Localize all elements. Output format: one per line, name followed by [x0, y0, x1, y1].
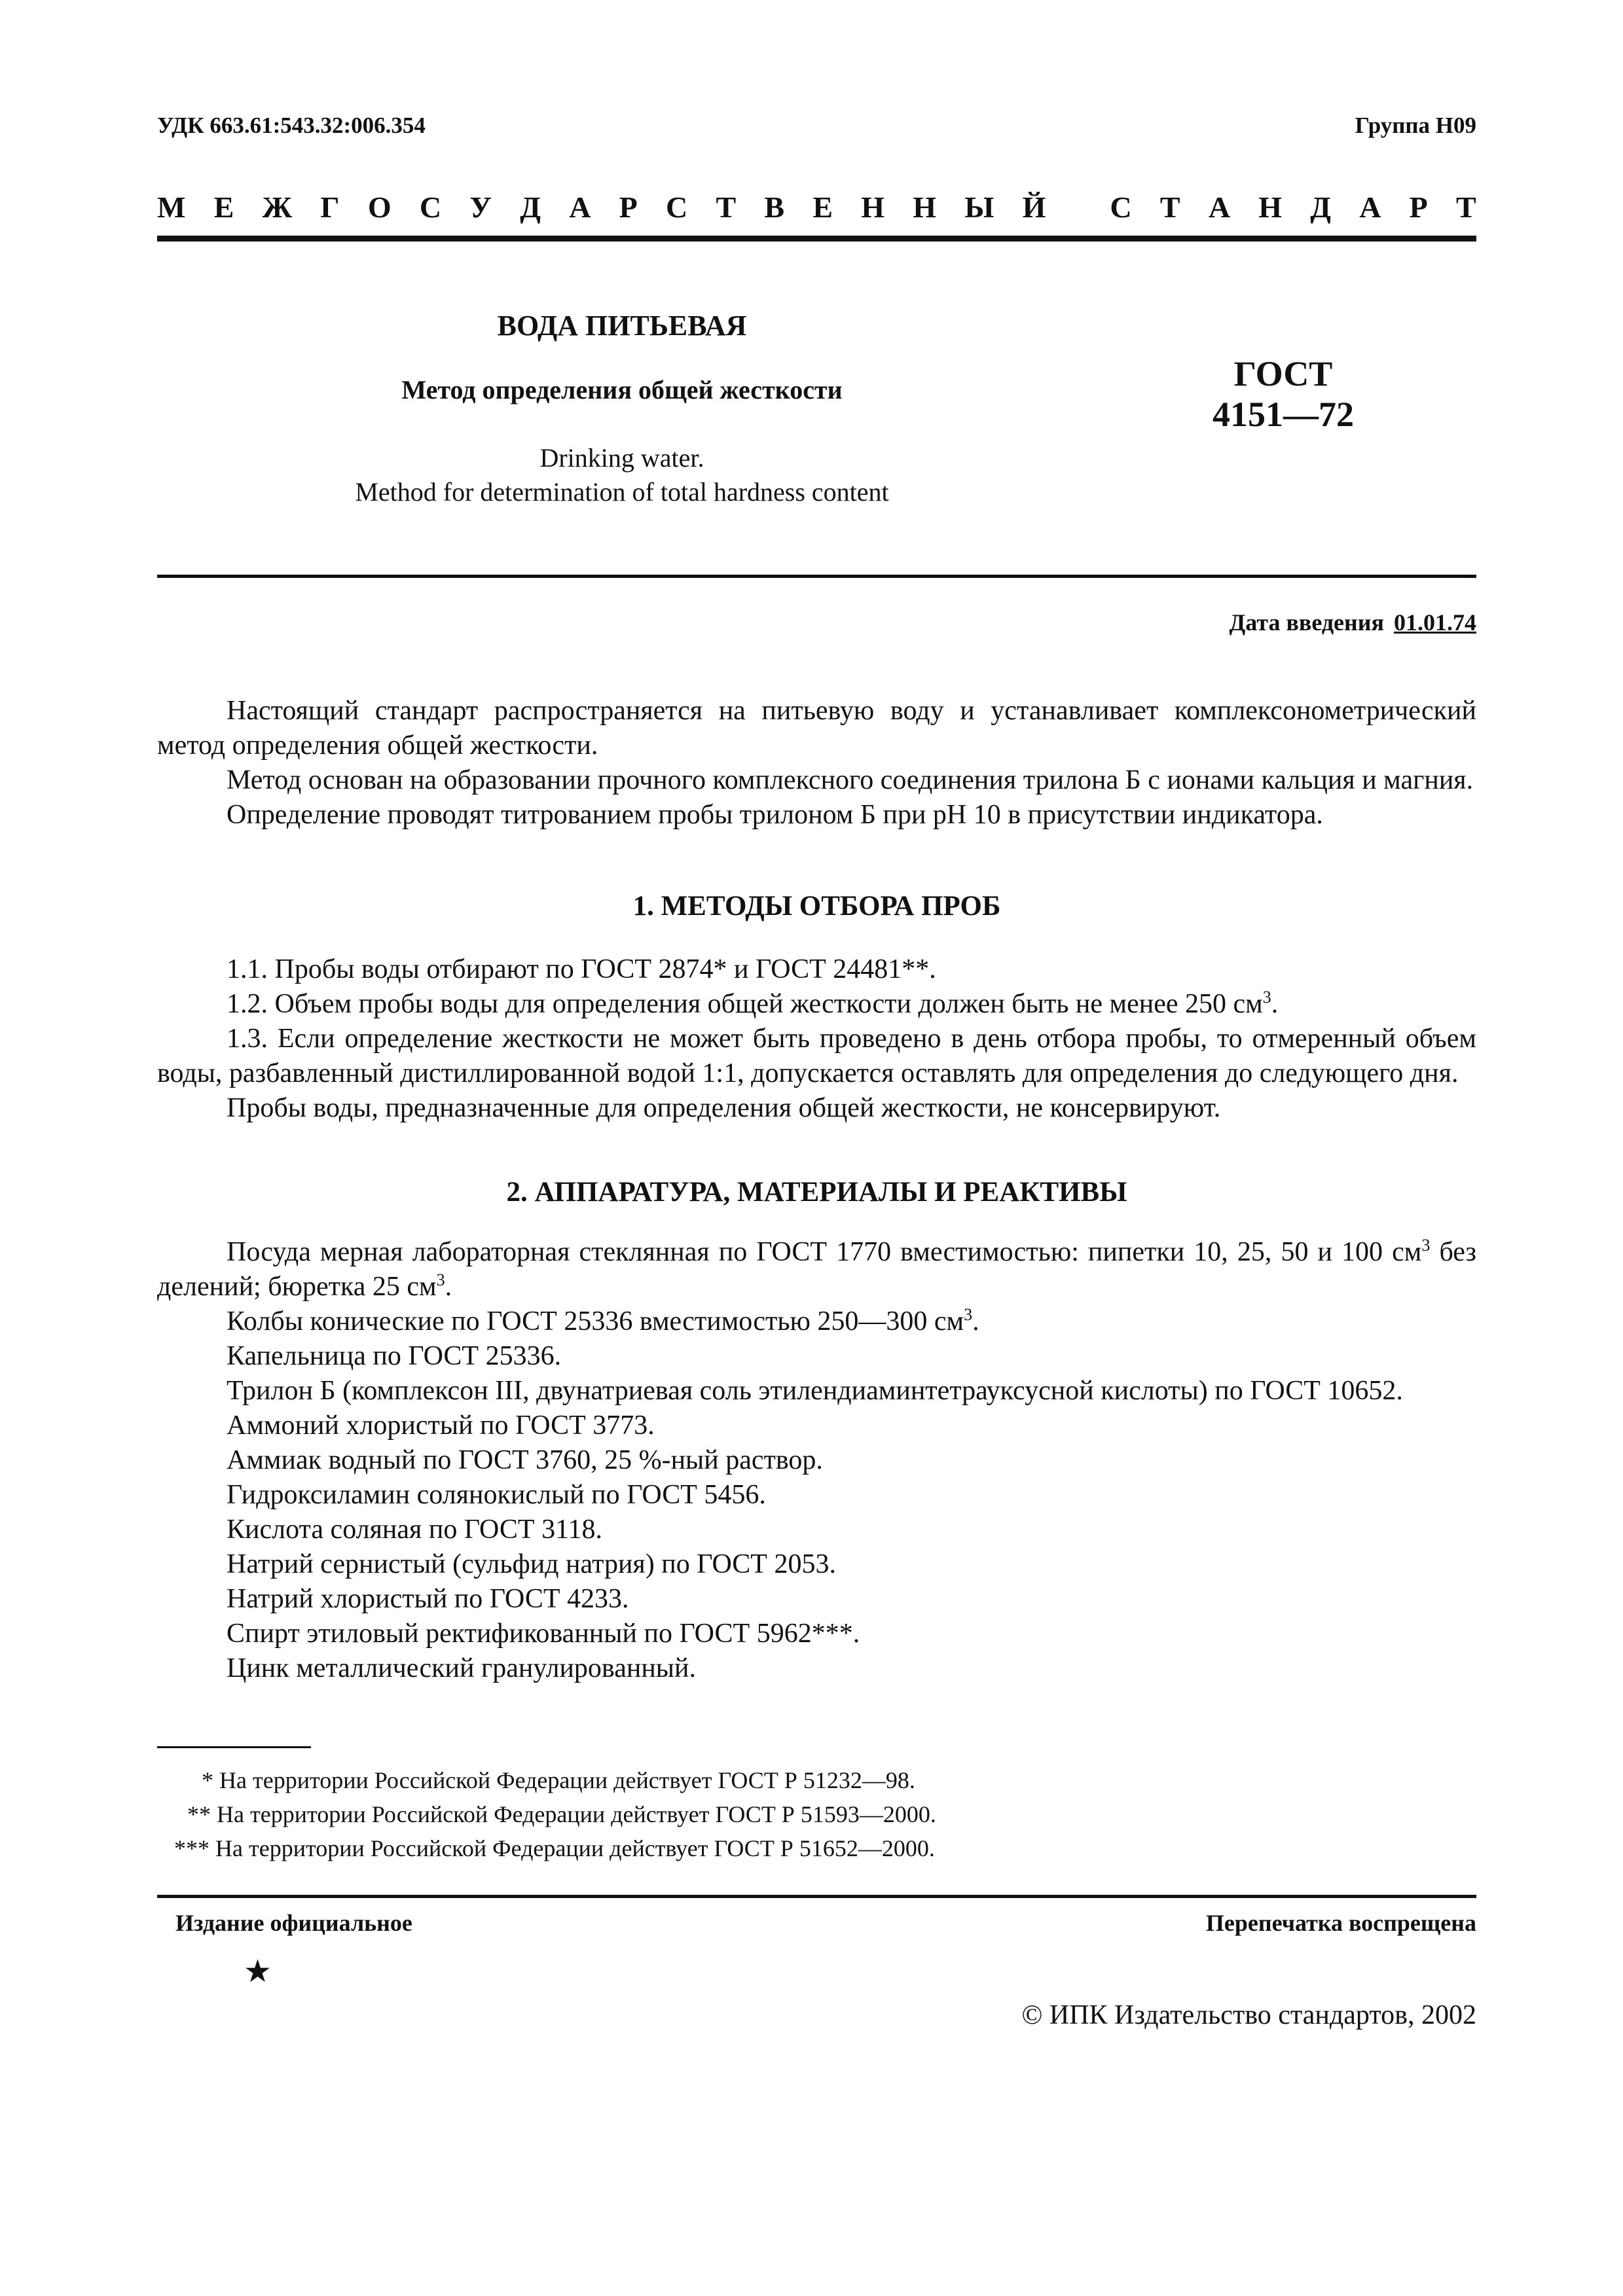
banner-letter: У [469, 190, 492, 224]
section-1-heading: 1. МЕТОДЫ ОТБОРА ПРОБ [632, 891, 1001, 922]
reagent-item: Кислота соляная по ГОСТ 3118. [227, 1515, 603, 1545]
standard-banner [157, 190, 1476, 224]
reagent-item: Аммиак водный по ГОСТ 3760, 25 %-ный раствор. [227, 1445, 823, 1475]
banner-letter: Д [520, 190, 541, 224]
footer-rule [157, 1895, 1476, 1898]
banner-letter: Е [213, 190, 234, 224]
banner-letter: А [1208, 190, 1231, 224]
section-2-heading: 2. АППАРАТУРА, МАТЕРИАЛЫ И РЕАКТИВЫ [506, 1177, 1127, 1208]
gost-label: ГОСТ [1233, 354, 1333, 393]
intro-paragraph: Настоящий стандарт распространяется на питьевую воду и устанавливает комплексонометрический метод определения общей жесткости. [157, 696, 1476, 761]
reagent-item: Трилон Б (комплексон III, двунатриевая соль этилендиаминтетрауксусной кислоты) по ГОСТ 10652. [227, 1376, 1403, 1406]
section-2-body [157, 1235, 1476, 1686]
banner-letter: Р [1409, 190, 1428, 224]
banner-letter: С [419, 190, 442, 224]
footnote-2: ** На территории Российской Федерации действует ГОСТ Р 51593—2000. [187, 1801, 936, 1827]
banner-letter: Н [861, 190, 885, 224]
banner-letter: Й [1022, 190, 1046, 224]
introduction-date-value: 01.01.74 [1394, 609, 1476, 636]
reagent-item: Гидроксиламин солянокислый по ГОСТ 5456. [227, 1480, 766, 1510]
banner-letter: М [157, 190, 186, 224]
banner-letter: Н [913, 190, 937, 224]
title-block [223, 308, 1021, 509]
banner-gap [1074, 190, 1082, 224]
title-rule [157, 575, 1476, 578]
banner-letter: А [569, 190, 591, 224]
introduction-date [1230, 609, 1477, 636]
document-title: ВОДА ПИТЬЕВАЯ [497, 310, 747, 342]
introduction-text [157, 694, 1476, 833]
reagent-item: Спирт этиловый ректификованный по ГОСТ 5962***. [227, 1619, 860, 1649]
reagent-item: Аммоний хлористый по ГОСТ 3773. [227, 1410, 655, 1441]
footnote-3: *** На территории Российской Федерации действует ГОСТ Р 51652—2000. [174, 1835, 935, 1861]
banner-letter: Ж [262, 190, 293, 224]
banner-letter: Т [1159, 190, 1180, 224]
banner-letter: Д [1310, 190, 1331, 224]
banner-letter: Е [812, 190, 833, 224]
banner-letter: Р [619, 190, 638, 224]
reagent-item: Цинк металлический гранулированный. [227, 1653, 696, 1683]
official-edition: Издание официальное [175, 1910, 412, 1936]
copyright: © ИПК Издательство стандартов, 2002 [1021, 2000, 1476, 2030]
gost-number: 4151—72 [1213, 395, 1354, 434]
banner-letter: Ы [964, 190, 994, 224]
banner-letter: В [764, 190, 785, 224]
gost-designation [1152, 353, 1414, 435]
banner-letter: Н [1258, 190, 1283, 224]
intro-paragraph: Метод основан на образовании прочного комплексного соединения трилона Б с ионами кальция и магния. [227, 765, 1474, 795]
banner-letter: О [367, 190, 392, 224]
udk-code: УДК 663.61:543.32:006.354 [157, 113, 426, 138]
section-1-body [157, 952, 1476, 1126]
clause-1-1: 1.1. Пробы воды отбирают по ГОСТ 2874* и ГОСТ 24481**. [227, 954, 936, 984]
star-icon: ★ [244, 1954, 272, 1989]
footnote-separator [157, 1746, 311, 1748]
clause-1-2: 1.2. Объем пробы воды для определения общей жесткости должен быть не менее 250 $см^3$. [227, 988, 1279, 1019]
banner-letter: С [1110, 190, 1132, 224]
document-subtitle: Метод определения общей жесткости [401, 375, 843, 404]
banner-letter: Г [320, 190, 340, 224]
footnotes [157, 1763, 1139, 1865]
footnote-1: * На территории Российской Федерации действует ГОСТ Р 51232—98. [202, 1767, 915, 1793]
banner-letter: Т [716, 190, 737, 224]
header-rule [157, 236, 1476, 242]
clause-1-3-note: Пробы воды, предназначенные для определения общей жесткости, не консервируют. [227, 1093, 1221, 1123]
reprint-prohibited: Перепечатка воспрещена [1205, 1910, 1476, 1936]
standard-banner-box [157, 190, 1476, 224]
introduction-date-label: Дата введения [1229, 609, 1384, 636]
banner-letter: Т [1456, 190, 1476, 224]
english-title-line2: Method for determination of total hardness content [355, 477, 889, 507]
glassware-item: Посуда мерная лабораторная стеклянная по ГОСТ 1770 вместимостью: пипетки 10, 25, 50 и 100 $см^3$ без делений; бюретка 25 $см^3$. [157, 1236, 1477, 1302]
intro-paragraph: Определение проводят титрованием пробы трилоном Б при рН 10 в присутствии индикатора. [227, 800, 1323, 830]
reagent-item: Натрий сернистый (сульфид натрия) по ГОСТ 2053. [227, 1549, 836, 1579]
banner-letter: А [1359, 190, 1381, 224]
banner-letter: С [666, 190, 688, 224]
flasks-item: Колбы конические по ГОСТ 25336 вместимостью 250—300 $см^3$. [227, 1305, 979, 1336]
reagent-item: Капельница по ГОСТ 25336. [227, 1341, 562, 1371]
reagent-item: Натрий хлористый по ГОСТ 4233. [227, 1584, 629, 1614]
group-code: Группа Н09 [1355, 113, 1476, 138]
english-title-line1: Drinking water. [539, 443, 704, 473]
clause-1-3: 1.3. Если определение жесткости не может быть проведено в день отбора пробы, то отмеренный объем воды, разбавленный дистиллированной водой 1:1, допускается оставлять для определения до следующего дня. [157, 1024, 1476, 1088]
